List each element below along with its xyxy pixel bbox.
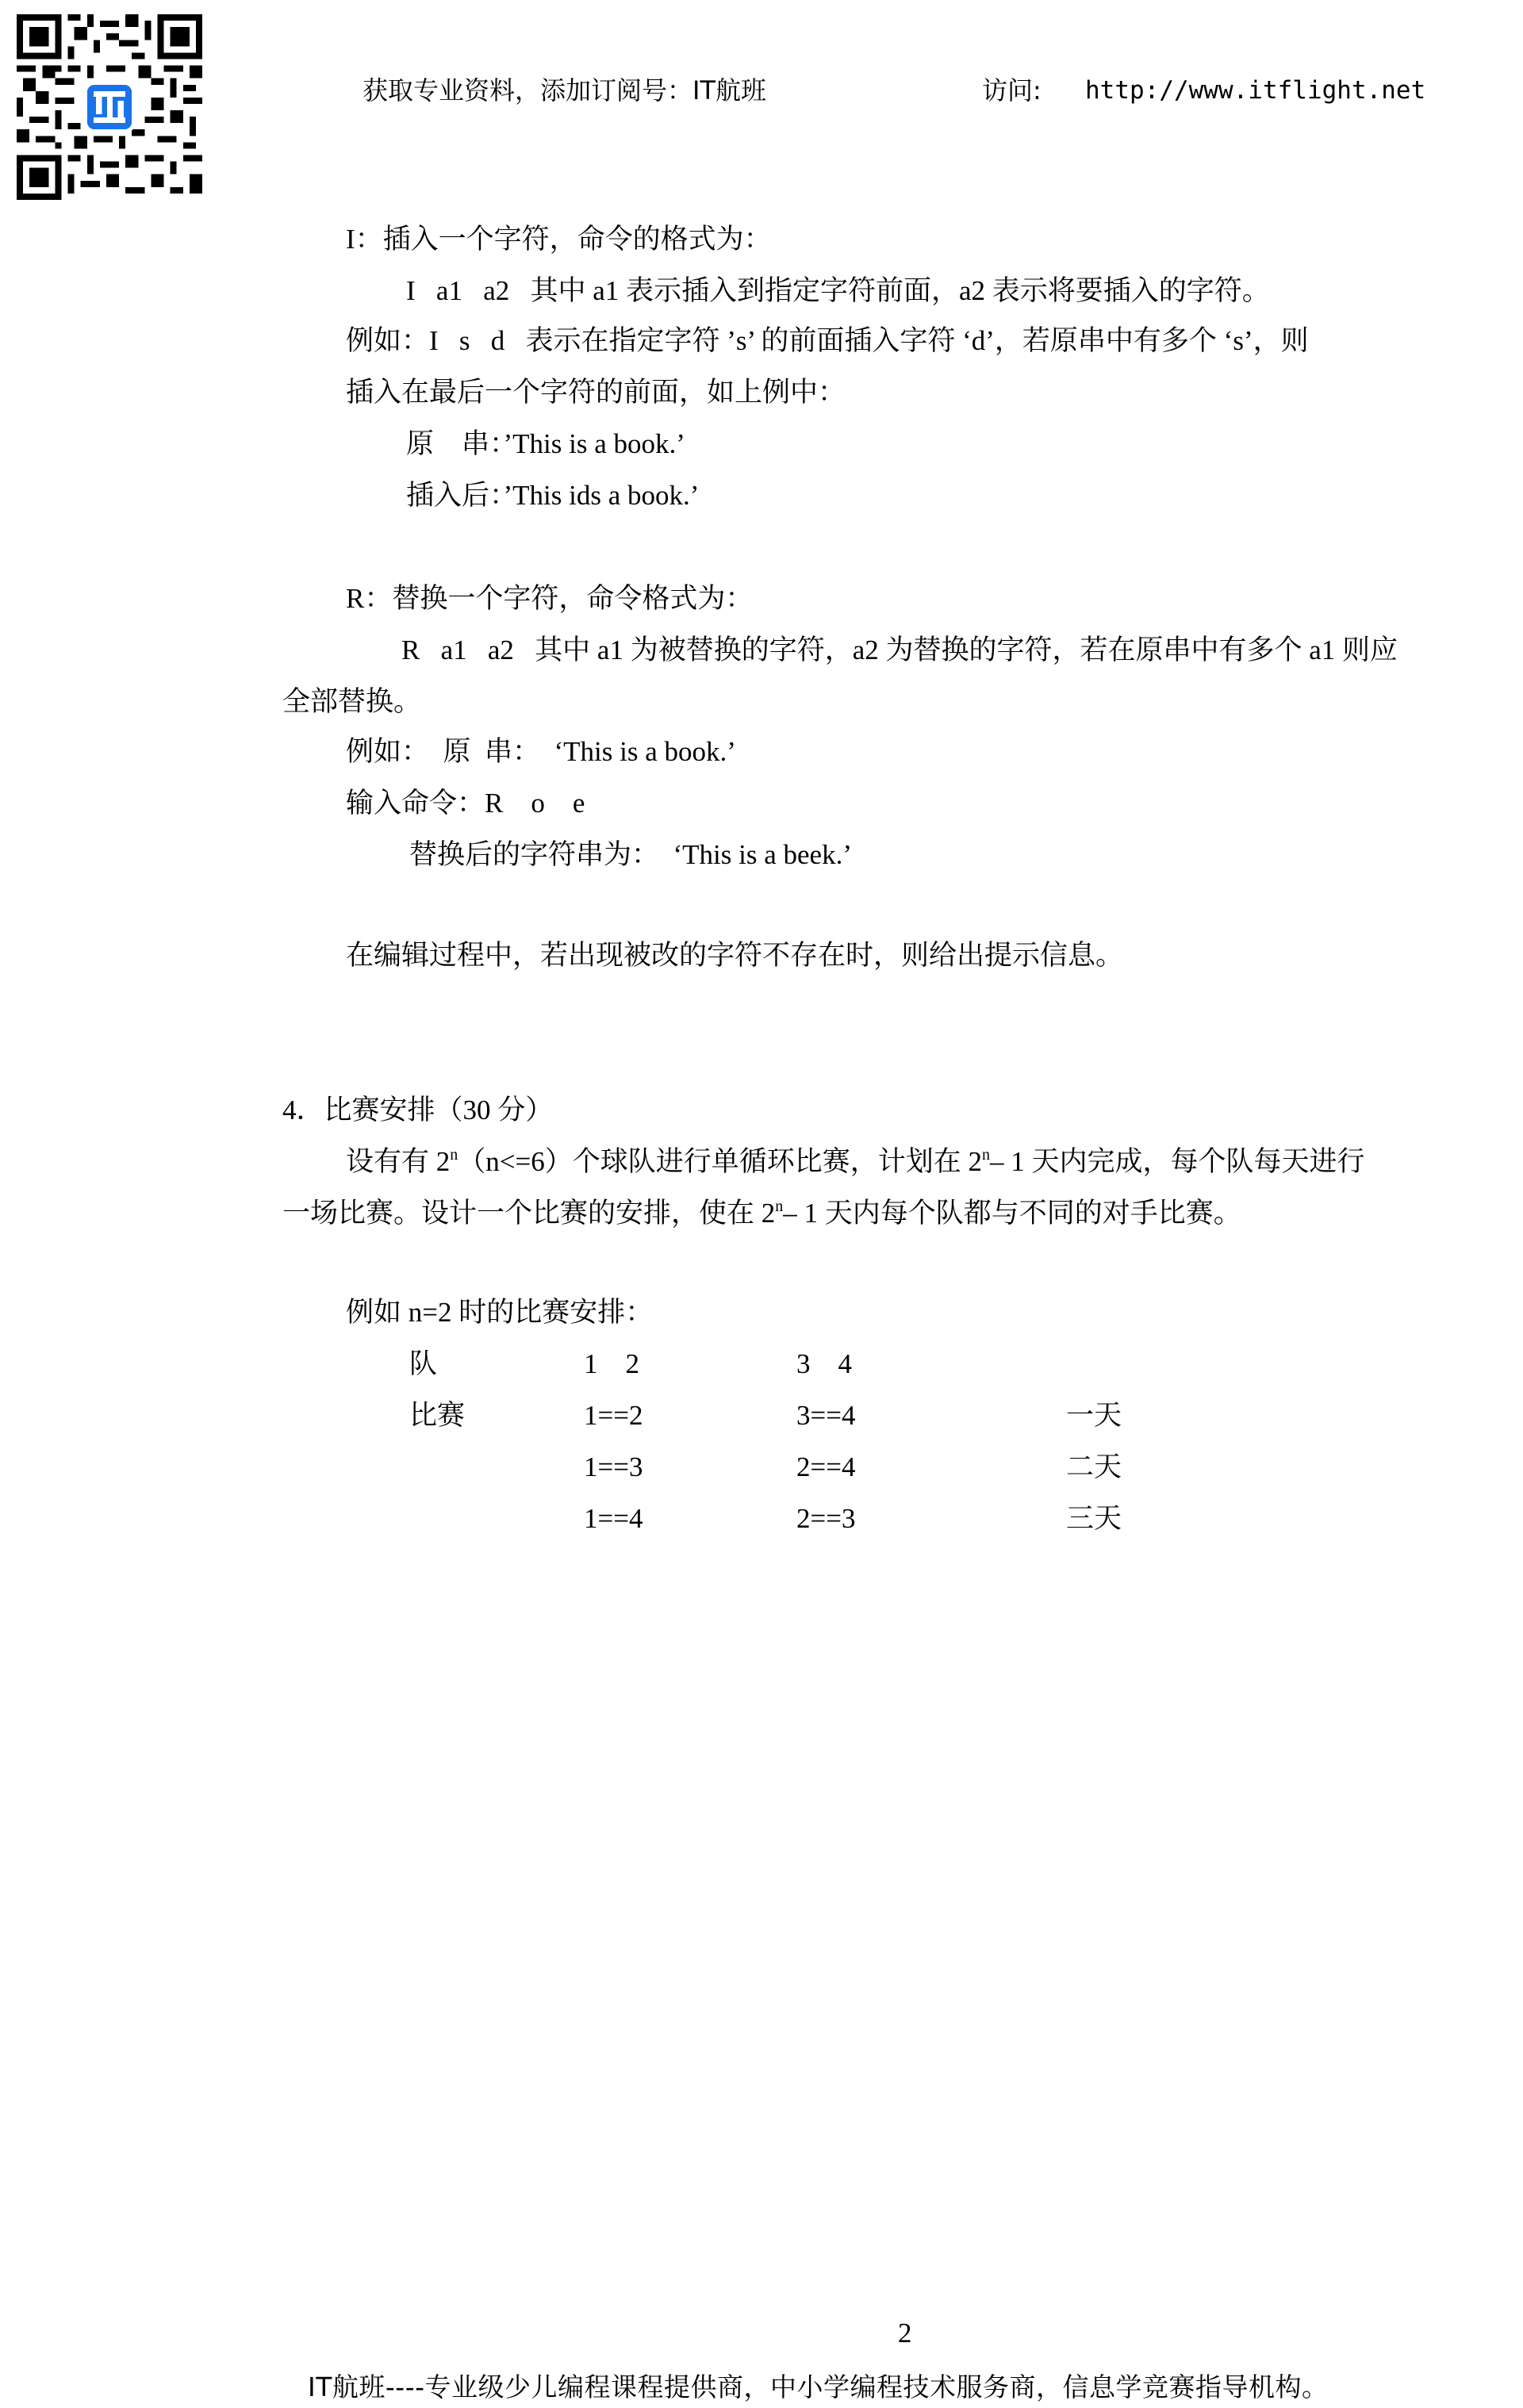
table-row-3-day: 三天	[1066, 1503, 1122, 1534]
table-row-1-day: 一天	[1066, 1400, 1122, 1431]
edit-note: 在编辑过程中，若出现被改的字符不存在时，则给出提示信息。	[346, 940, 1124, 971]
insert-example-line1: 例如：I s d 表示在指定字符 ’s’ 的前面插入字符 ‘d’，若原串中有多个 ‘s’，则	[346, 325, 1309, 356]
table-row-2-match1: 1==3	[584, 1451, 643, 1482]
replace-format-line1: R a1 a2 其中 a1 为被替换的字符，a2 为替换的字符，若在原串中有多个 a1 则应	[401, 635, 1398, 665]
team-label: 队	[409, 1348, 438, 1379]
replace-title: R：替换一个字符，命令格式为：	[346, 583, 754, 614]
insert-original-string: 原 串：’This is a book.’	[406, 428, 685, 459]
insert-after-string: 插入后：’This ids a book.’	[406, 480, 700, 511]
insert-title: I：插入一个字符，命令的格式为：	[346, 224, 772, 255]
table-row-2-match2: 2==4	[796, 1451, 856, 1482]
page-number: 2	[898, 2318, 912, 2349]
match-label: 比赛	[409, 1400, 466, 1431]
problem4-title: 4．比赛安排（30 分）	[282, 1095, 554, 1125]
table-row-1-match2: 3==4	[796, 1400, 856, 1431]
replace-example: 例如： 原 串： ‘This is a book.’	[346, 736, 736, 767]
schedule-example-title: 例如 n=2 时的比赛安排：	[346, 1297, 654, 1328]
table-row-3-match2: 2==3	[796, 1503, 856, 1534]
team-col2: 3 4	[796, 1348, 852, 1379]
table-row-2-day: 二天	[1066, 1451, 1122, 1482]
insert-example-line2: 插入在最后一个字符的前面，如上例中：	[346, 377, 846, 408]
team-col1: 1 2	[584, 1348, 639, 1379]
qr-code-icon	[16, 14, 203, 200]
footer-text: IT航班----专业级少儿编程课程提供商，中小学编程技术服务商，信息学竞赛指导机构。	[308, 2372, 1329, 2402]
header-promo-text: 获取专业资料，添加订阅号：IT航班	[363, 75, 766, 105]
replace-result: 替换后的字符串为： ‘This is a beek.’	[409, 839, 852, 870]
header-url-link[interactable]: http://www.itflight.net	[1085, 76, 1426, 105]
table-row-1-match1: 1==2	[584, 1400, 643, 1431]
header-visit-label: 访问:	[982, 75, 1042, 105]
replace-format-line2: 全部替换。	[282, 686, 422, 717]
problem4-desc-line1: 设有有 $2^n(n<=6)$个球队进行单循环比赛，计划在 2$^n$– 1 天内完成，每个队每天进行	[346, 1146, 1365, 1177]
problem4-desc-line2: 一场比赛。设计一个比赛的安排，使在 2$^n$– 1 天内每个队都与不同的对手比赛。	[282, 1198, 1241, 1229]
table-row-3-match1: 1==4	[584, 1503, 643, 1534]
insert-format: I a1 a2 其中 a1 表示插入到指定字符前面，a2 表示将要插入的字符。	[406, 275, 1270, 306]
replace-command: 输入命令：R o e	[346, 788, 585, 819]
